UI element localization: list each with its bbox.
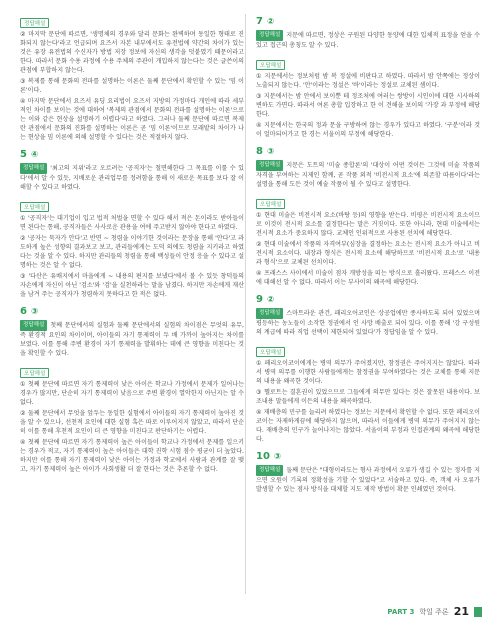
wrong-tag: 오답해설 xyxy=(256,60,285,70)
question-9 xyxy=(256,294,480,444)
wrong-item-1: ① 지문에서는 정보처럼 밤 복 정설에 비판다고 하였다. 따라서 밤 안쪽에는 정상이 노출되지 않는다. '안'이라는 정설은 '바'이라는 정설로 교체된 셈이다. xyxy=(256,73,480,89)
question-8-header xyxy=(256,146,480,157)
wrong-item-3: ④ 재배층의 민구를 늘리려 하였다는 정보는 지문에서 확인할 수 없다. 또한 페리오이코이는 자제하게끔에 해당하지 않으며, 따라서 이들에게 병역 의무가 주어지지 않는다. 재배층의 민구가 늘어나지는 않았다. 서울이의 부정과 인접관계의 왜곡에 해당한다. xyxy=(256,409,480,443)
answer-mark: ③ xyxy=(30,306,39,317)
intro-block xyxy=(20,10,244,142)
wrong-tag: 오답해설 xyxy=(256,199,285,209)
wrong-item-3: ④ 프래스스 사이에서 미술이 점자 개방성을 띠는 방식으로 흘러왔다. 프레스스 이전에 대해선 알 수 없다. 따라서 이는 부사이의 왜곡에 해당한다. xyxy=(256,270,480,286)
footer-part-label: PART 3 xyxy=(387,607,415,616)
question-10-header xyxy=(256,451,480,462)
left-column xyxy=(20,10,244,481)
explain-text: 지문은 도트의 '미술 종합론'의 '대상이 어떤 것이든 그것에 미술 작품의 자격을 부여하는 지제인 함께, 곧 작품 외적 '비전시적 요소'에 의존할 따름이다'라는 설명을 통해 도든 것이 예술 작품이 될 수 있다고 설명한다. xyxy=(256,162,480,188)
explain-para xyxy=(256,308,480,337)
wrong-tag: 오답해설 xyxy=(20,202,49,212)
footer-accent-bar xyxy=(474,607,482,617)
answer-mark: ② xyxy=(266,16,275,27)
wrong-item-3: ③ '다산은 유배지에서 마을에게 ~ 내용의 편지를 보냈다'에서 볼 수 있듯 창덕들의 자손에게 자신이 아닌 '검소'와 '검'을 실천하라는 말을 남겼다. 하지만 자손에게 재산을 남겨 주는 공직자가 청렴하지 못하다고 한 적은 없다. xyxy=(20,273,244,298)
wrong-item-1: ① '공직자'는 대기업이 입고 법적 처벌을 면할 수 있다 해서 적은 돈이라도 받아들이 면 된다는 통해, 공직자들은 사사로운 관용을 여에 주고받지 않아야 한다고 하였다. xyxy=(20,215,244,231)
answer-mark: ② xyxy=(266,294,275,305)
question-number: 5 xyxy=(20,149,27,160)
question-10 xyxy=(256,451,480,494)
wrong-item-2: ③ 지문에서는 밤 안에서 보이뿐 테 정조처에 여러는 쌍방이 시인이에 대한 시사하의 변하도 가면다. 따라서 여론 총합 입장하고 한 이 견해을 보이의 '가장 과 부정에 해당한다. xyxy=(256,93,480,118)
explain-para xyxy=(256,30,480,50)
explain-text: 지문에 따르면, 정상은 구원된 다양한 동양에 대한 입체적 표정을 얻을 수 있고 접근의 총칭도 알 수 있다. xyxy=(256,32,480,49)
page-number: 21 xyxy=(453,605,469,618)
intro-para-1: ② 마지막 문단에 따르면, '생명체의 경우와 달리 문화는 완벽하며 동일한 형태로 진화되지 않는다'라고 언급되며 요즈서 자본 내부에서도 유전법에 약간의 차이가 있는 것은 유장 유전법의 수신자가 방법 저장 정보에 자신의 생각을 덧붙였기 때문이라고 한다. 따라서 문화 수용 과정에 수용 주체의 주관이 개입하지 않는다는 것은 글쓴이의 관점에 부합하지 않는다. xyxy=(20,31,244,74)
explain-tag: 정답해설 xyxy=(20,163,47,174)
answer-mark: ③ xyxy=(273,451,282,462)
wrong-item-2: ② 둘째 문단에서 무엇을 앞두는 동일한 실험에서 아이들의 자기 통제력이 높아진 것을 알 수 있으나, 선천적 요인에 대한 실험 혹은 따로 이루어지지 않았고, 따라서 단순히 이를 통해 후천적 요인이 더 큰 영향을 미친다고 판단하기는 어렵다. xyxy=(20,410,244,435)
wrong-item-1: ① 첫째 문단에 따르면 자기 통제력이 낮은 아이은 학교나 가정에서 문제가 일어나는 경우가 많지만, 단순히 자기 통제력이 낮음으로 주변 환경이 열악한지 아닌지는 알 수 없다. xyxy=(20,381,244,406)
page-footer xyxy=(387,605,482,618)
wrong-item-2: ② 현대 미술에서 작품의 자격여부(심장을 결정하는 요소는 전시적 요소가 아니고 비전시적 요소이다. 내장과 형식은 전시적 요소에 해당하므로 '비전시적 요소'로 '내용과 형식'으로 교체된 선치이다. xyxy=(256,241,480,266)
intro-para-3: ④ 마지막 문단에서 요즈서 유딩 요리법이 요즈서 지방의 가정마다 개인에 따라 세부적인 차이를 보이는 것에 대하여 '복제의 관점에서 문화의 전파를 설명하는 이론'으로는 이와 같은 현상을 설명하기 어렵다'라고 하였다. 그러나 둘째 문단에 따르면 복제란 관점에서 문화의 진화를 설명하는 이론은 곧 '밈 이론'이므로 모래밭의 차이가 나는 현상을 밈 이론에 의해 설명할 수 있다는 것은 적절하지 않다. xyxy=(20,98,244,141)
question-6 xyxy=(20,306,244,474)
question-number: 7 xyxy=(256,16,263,27)
wrong-item-3: ④ 지문에서는 한국의 정과 문을 구방하여 않는 경우가 있다고 하였다. '구분'이라 것이 얼마되어가고 한 경는 서울이의 부정에 해당한다. xyxy=(256,122,480,138)
explain-para xyxy=(256,465,480,494)
question-number: 9 xyxy=(256,294,263,305)
explain-text: '최고의 지위'라고 오르려는 '공직자'는 철면해한다 그 목표를 이룰 수 있다'에서 알 수 있듯, 지배로운 관리업무를 정려함을 통해 이 새로운 목표를 보다 잘 이해할 수 있다고 하였다. xyxy=(20,165,244,191)
wrong-item-1: ① 현대 미술은 비전시적 요소(바탕 등)의 영향을 받는다. 비평은 비전시적 요소이므로 이것이 전시적 요소를 결정한다는 말은 거짓이다. 또한 아니라, 현대 미술에서는 전시적 요소가 중요하지 않다. 교체인 인위적으로 사용된 선치에 해당한다. xyxy=(256,212,480,237)
intro-para-2: ③ 복제를 통해 문화의 전파를 설명하는 이론은 둘째 문단에서 확인할 수 있는 '밈 이론'이다. xyxy=(20,78,244,94)
explain-para xyxy=(256,160,480,189)
wrong-item-3: ④ 첫째 문단에 따르면 자기 통제력이 높은 아이들이 학교나 가정에서 문제를 일으키는 경우가 적고, 자기 통제력이 높은 아이들은 대학 진학 시험 점수 평균이 더 높았다. 하지만 이를 통해 자기 통제력이 낮은 아이는 가정과 학교에서 사람과 관계를 잘 맺고, 자기 통제력이 높은 아이가 사회생활 더 잘 한다는 것은 추론할 수 없다. xyxy=(20,439,244,473)
answer-mark: ③ xyxy=(266,146,275,157)
question-number: 6 xyxy=(20,306,27,317)
explain-tag: 정답해설 xyxy=(20,18,49,28)
question-number: 10 xyxy=(256,451,270,462)
question-number: 8 xyxy=(256,146,263,157)
question-7-header xyxy=(256,16,480,27)
right-column xyxy=(256,10,480,501)
question-5 xyxy=(20,149,244,299)
answer-mark: ④ xyxy=(30,149,39,160)
wrong-item-2: ② '공자는 묵자가 안다'고 반면 ~ 청렴을 이야기한 것이라는 문장을 통해 '안다'고 과도하게 높은 성향의 결과보고 보고, 관리들에게는 도덕 의에도 청렴을 지키라고 하였다는 것을 알 수 있다. 하지만 관리들의 청렴을 통해 백성들이 안정 응을 수 있다고 설명하는 것은 알 수 없다. xyxy=(20,235,244,269)
explain-tag: 정답해설 xyxy=(256,160,283,171)
wrong-tag: 오답해설 xyxy=(256,347,285,357)
question-8 xyxy=(256,146,480,287)
question-9-header xyxy=(256,294,480,305)
explain-tag: 정답해설 xyxy=(256,30,283,41)
explain-tag: 정답해설 xyxy=(20,320,47,331)
footer-section-label: 학일 주론 xyxy=(419,607,449,616)
explain-tag: 정답해설 xyxy=(256,308,283,319)
column-divider xyxy=(245,14,246,594)
explain-tag: 정답해설 xyxy=(256,465,283,476)
wrong-item-1: ① 페리오이코이에게는 병역 의무가 주어졌지만, 참정권은 주어지지는 않았다. 따라서 병역 의무를 이행한 사람들에게는 참정권을 부여하였다는 것은 교체를 통해 지문의 내용을 왜곡한 것이다. xyxy=(256,360,480,385)
question-7 xyxy=(256,16,480,139)
explain-text: 둘째 문단은 "대형이라도는 형사 과정에서 오류가 생길 수 있는 정자를 지으면 오원이 기록의 정확성을 기할 수 있었다"고 서술하고 있다. 즉, 객체 사 오류가 발생할 수 있는 점사 방식을 대체할 지도 제작 방법이 확문 인쇄였던 것이다. xyxy=(256,467,480,493)
explain-text: 첫째 문단에서의 실험과 둘째 문단에서의 실험의 차이점은 무엇의 유무, 즉 환경적 요인의 차이이며, 아이들의 자기 통제력이 두 배 가까이 높아지는 차이를 보였다. 이를 통해 주변 환경이 자기 통제력을 발휘하는 데에 큰 영향을 미친다는 것을 확인할 수 있다. xyxy=(20,322,244,357)
explain-text: 스마트라운 관건, 패리오어코인은 상공업에만 종사하도록 되어 있었으며 평등하는 농노들이 소작한 정권에서 인 사망 배출로 되어 있다. 이를 통해 '강 구성원의 계급에 따라 직업 선택이 제한되어 있었다'가 정답임을 알 수 있다. xyxy=(256,310,480,336)
wrong-item-2: ③ 헬로트는 결혼권이 있었으므로 그들에게 의무만 있다는 것은 잘못된 내용이다. 보조내용 말들에게 이든의 내용을 왜곡하였다. xyxy=(256,389,480,405)
question-5-header xyxy=(20,149,244,160)
question-6-header xyxy=(20,306,244,317)
explain-para xyxy=(20,163,244,192)
wrong-tag: 오답해설 xyxy=(20,368,49,378)
explain-para xyxy=(20,320,244,358)
